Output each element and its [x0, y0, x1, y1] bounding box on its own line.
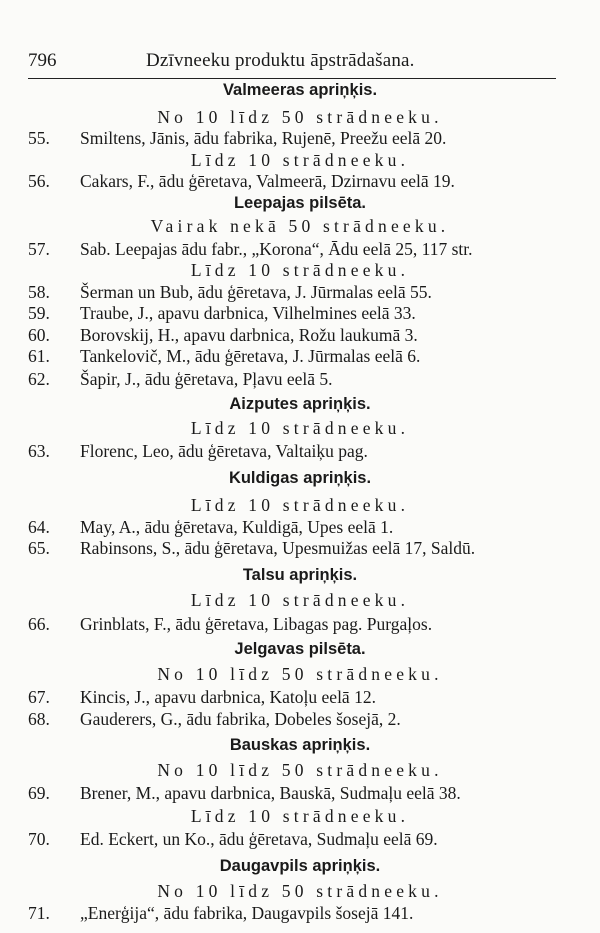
section-heading: Leepajas pilsēta. [233, 194, 367, 212]
worker-count-subheading: No 10 līdz 50 strādneeku. [157, 107, 443, 127]
entry-text: Traube, J., apavu darbnica, Vilhelmines eelā 33. [80, 303, 416, 323]
worker-count-subheading: Līdz 10 strādneeku. [190, 418, 410, 438]
list-item [0, 282, 600, 304]
list-item [0, 538, 600, 560]
worker-count-subheading: Līdz 10 strādneeku. [190, 495, 410, 515]
entry-number: 69. [28, 783, 50, 803]
entry-text: „Enerģija“, ādu fabrika, Daugavpils šosejā 141. [80, 903, 414, 923]
entry-text: Brener, M., apavu darbnica, Bauskā, Sudmaļu eelā 38. [80, 783, 461, 803]
list-item [0, 709, 600, 731]
page-number: 796 [28, 50, 57, 71]
entry-number: 64. [28, 517, 50, 537]
section-heading: Bauskas apriņķis. [229, 736, 371, 754]
list-item [0, 239, 600, 261]
list-item [0, 303, 600, 325]
entry-number: 59. [28, 303, 50, 323]
entry-number: 65. [28, 538, 50, 558]
worker-count-subheading: Līdz 10 strādneeku. [190, 150, 410, 170]
page-header [28, 50, 556, 80]
entry-text: Borovskij, H., apavu darbnica, Rožu laukumā 3. [80, 325, 418, 345]
list-item [0, 903, 600, 925]
entry-text: Rabinsons, S., ādu ģēretava, Upesmuižas eelā 17, Saldū. [80, 538, 476, 558]
list-item [0, 171, 600, 193]
header-rule [28, 78, 556, 79]
entry-text: Tankelovič, M., ādu ģēretava, J. Jūrmalas eelā 6. [80, 346, 421, 366]
list-item [0, 517, 600, 539]
entry-number: 61. [28, 346, 50, 366]
entry-number: 57. [28, 239, 50, 259]
entry-number: 70. [28, 829, 50, 849]
worker-count-subheading: Vairak nekā 50 strādneeku. [150, 216, 450, 236]
worker-count-subheading: No 10 līdz 50 strādneeku. [157, 881, 443, 901]
entry-number: 71. [28, 903, 50, 923]
list-item [0, 441, 600, 463]
entry-text: Sab. Leepajas ādu fabr., „Korona“, Ādu eelā 25, 117 str. [80, 239, 473, 259]
entry-number: 60. [28, 325, 50, 345]
worker-count-subheading: Līdz 10 strādneeku. [190, 590, 410, 610]
entry-text: Cakars, F., ādu ģēretava, Valmeerā, Dzirnavu eelā 19. [80, 171, 455, 191]
entry-text: May, A., ādu ģēretava, Kuldigā, Upes eelā 1. [80, 517, 394, 537]
entry-number: 68. [28, 709, 50, 729]
running-title: Dzīvneeku produktu āpstrādašana. [146, 50, 415, 71]
entry-text: Kincis, J., apavu darbnica, Katoļu eelā 12. [80, 687, 376, 707]
list-item [0, 369, 600, 391]
entry-number: 55. [28, 128, 50, 148]
entry-number: 67. [28, 687, 50, 707]
entry-number: 63. [28, 441, 50, 461]
worker-count-subheading: No 10 līdz 50 strādneeku. [157, 664, 443, 684]
section-heading: Aizputes apriņķis. [229, 395, 371, 413]
entry-text: Gauderers, G., ādu fabrika, Dobeles šosejā, 2. [80, 709, 401, 729]
worker-count-subheading: Līdz 10 strādneeku. [190, 260, 410, 280]
entry-number: 62. [28, 369, 50, 389]
list-item [0, 783, 600, 805]
entry-text: Florenc, Leo, ādu ģēretava, Valtaiķu pag. [80, 441, 368, 461]
entry-text: Šerman un Bub, ādu ģēretava, J. Jūrmalas eelā 55. [80, 282, 432, 302]
worker-count-subheading: No 10 līdz 50 strādneeku. [157, 760, 443, 780]
entry-text: Smiltens, Jānis, ādu fabrika, Rujenē, Preežu eelā 20. [80, 128, 447, 148]
list-item [0, 128, 600, 150]
list-item [0, 829, 600, 851]
entry-number: 58. [28, 282, 50, 302]
section-heading: Jelgavas pilsēta. [234, 640, 366, 658]
section-heading: Kuldigas apriņķis. [228, 469, 372, 487]
list-item [0, 325, 600, 347]
list-item [0, 346, 600, 368]
section-heading: Daugavpils apriņķis. [219, 857, 381, 875]
entry-text: Ed. Eckert, un Ko., ādu ģēretava, Sudmaļu eelā 69. [80, 829, 438, 849]
entry-number: 66. [28, 614, 50, 634]
entry-text: Grinblats, F., ādu ģēretava, Libagas pag. Purgaļos. [80, 614, 433, 634]
entry-text: Šapir, J., ādu ģēretava, Pļavu eelā 5. [80, 369, 333, 389]
entry-number: 56. [28, 171, 50, 191]
list-item [0, 614, 600, 636]
worker-count-subheading: Līdz 10 strādneeku. [190, 806, 410, 826]
list-item [0, 687, 600, 709]
section-heading: Talsu apriņķis. [242, 566, 358, 584]
section-heading: Valmeeras apriņķis. [222, 81, 378, 99]
